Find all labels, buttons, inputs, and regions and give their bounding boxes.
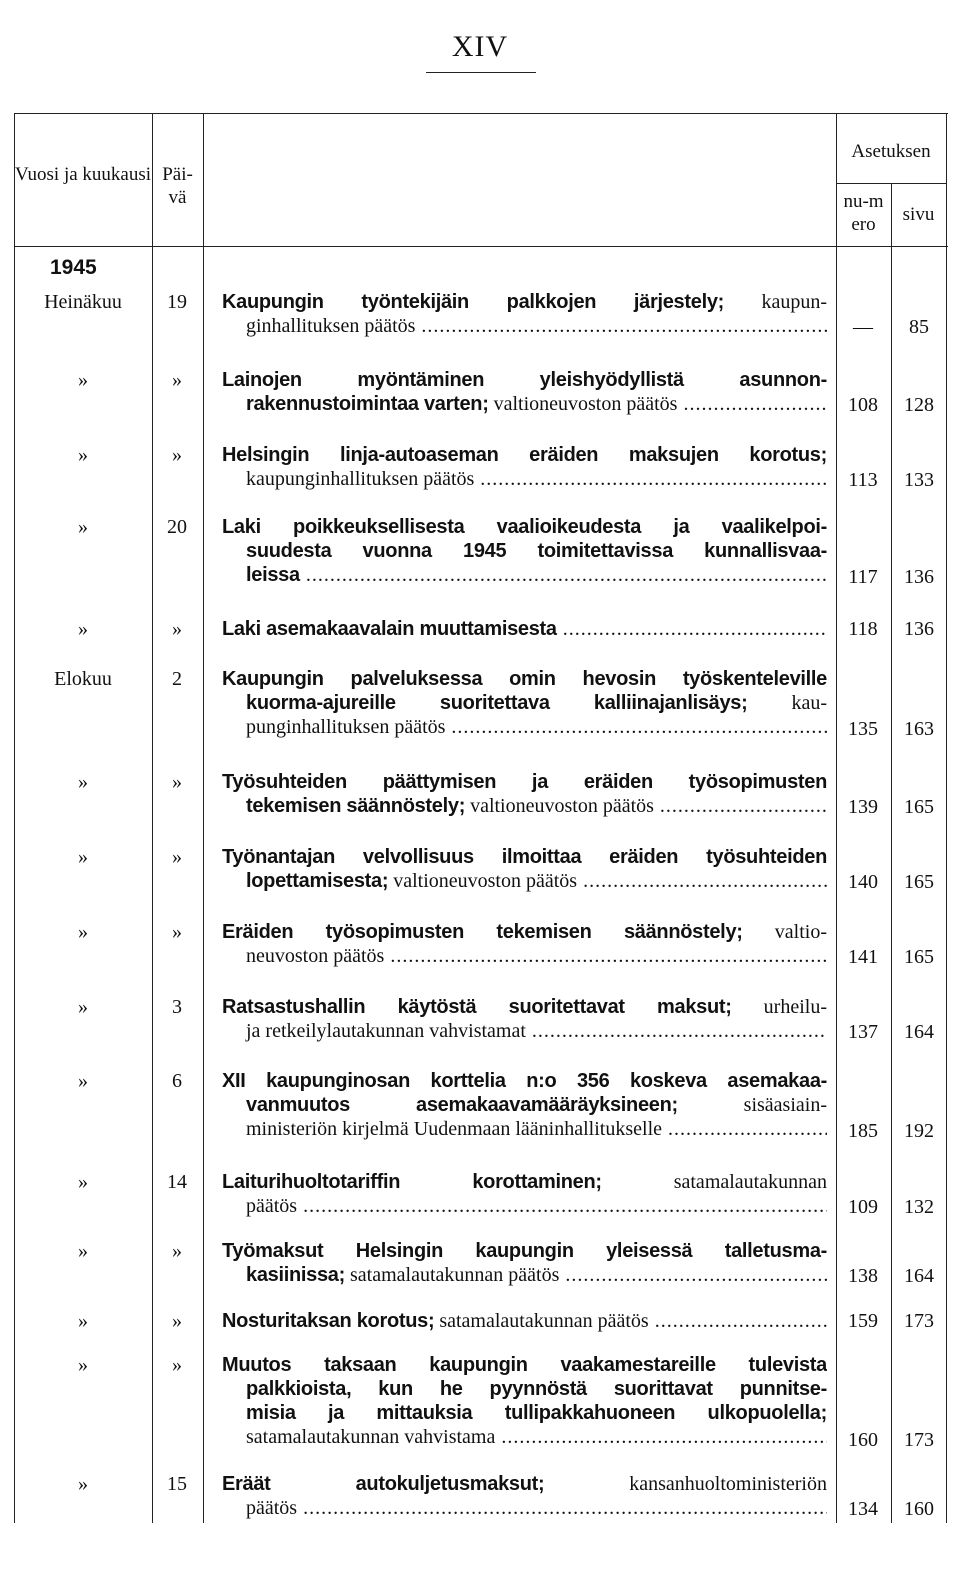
description-line — [222, 617, 827, 641]
row-page-number: 128 — [904, 394, 934, 416]
description-bold-text: Laiturihuoltotariffin korottaminen; — [222, 1171, 602, 1193]
description-line — [222, 314, 827, 338]
row-decree-number: 137 — [848, 1021, 878, 1043]
header-year-month: Vuosi ja kuukausi — [14, 164, 152, 185]
row-page-number: 136 — [904, 618, 934, 640]
row-month: » — [78, 1240, 88, 1262]
description-bold-text: misia ja mittauksia tullipakkahuoneen ulkopuolella; — [246, 1402, 827, 1424]
row-page-number: 163 — [904, 718, 934, 740]
description-bold-text: tekemisen säännöstely; — [246, 795, 466, 817]
row-day: » — [172, 1310, 182, 1332]
row-day: 19 — [167, 291, 187, 313]
description-line — [222, 392, 827, 416]
row-month: » — [78, 996, 88, 1018]
description-regular-text: punginhallituksen päätös — [246, 716, 446, 738]
row-day: » — [172, 444, 182, 466]
year-heading: 1945 — [50, 256, 97, 279]
row-month: » — [78, 846, 88, 868]
page-title: XIV — [451, 30, 509, 63]
row-decree-number: 134 — [848, 1498, 878, 1520]
row-page-number: 136 — [904, 566, 934, 588]
row-decree-number: 135 — [848, 718, 878, 740]
description-line — [222, 1194, 827, 1218]
description-regular-text: päätös — [246, 1195, 298, 1217]
table-top-rule — [14, 113, 948, 114]
row-page-number: 133 — [904, 469, 934, 491]
title-underline — [426, 72, 536, 73]
row-decree-number: 160 — [848, 1429, 878, 1451]
description-line — [222, 845, 827, 869]
description-line — [222, 515, 827, 539]
table-right-rule — [946, 113, 947, 1523]
description-regular-text: ginhallituksen päätös — [246, 315, 416, 337]
row-day: » — [172, 618, 182, 640]
row-decree-number: 139 — [848, 796, 878, 818]
row-description — [222, 1069, 827, 1141]
description-regular-text: satamalautakunnan päätös — [345, 1264, 560, 1286]
description-regular-text: valtioneuvoston päätös — [488, 393, 678, 415]
description-line — [222, 1472, 827, 1496]
row-decree-number: — — [853, 316, 873, 338]
row-description — [222, 920, 827, 968]
description-regular-text: satamalautakunnan vahvistama — [246, 1426, 496, 1448]
row-decree-number: 140 — [848, 871, 878, 893]
row-page-number: 85 — [909, 316, 929, 338]
description-line — [222, 443, 827, 467]
description-line — [222, 539, 827, 563]
column-rule-number — [891, 183, 892, 1523]
row-page-number: 165 — [904, 946, 934, 968]
description-regular-text: neuvoston päätös — [246, 945, 385, 967]
description-bold-text: Laki poikkeuksellisesta vaalioikeudesta ja vaalikelpoi- — [222, 516, 827, 538]
row-page-number: 164 — [904, 1265, 934, 1287]
row-decree-number: 113 — [848, 469, 878, 491]
description-line — [222, 920, 827, 944]
description-bold-text: XII kaupunginosan korttelia n:o 356 koskeva asemakaa- — [222, 1070, 827, 1092]
description-line — [222, 1309, 827, 1333]
row-page-number: 165 — [904, 796, 934, 818]
row-decree-number: 118 — [848, 618, 878, 640]
description-line — [222, 1019, 827, 1043]
description-bold-text: Laki asemakaavalain muuttamisesta — [222, 618, 557, 640]
description-line — [222, 1377, 827, 1401]
row-day: » — [172, 846, 182, 868]
row-decree-number: 141 — [848, 946, 878, 968]
row-day: 3 — [172, 996, 182, 1018]
row-day: » — [172, 1240, 182, 1262]
description-regular-text: ja retkeilylautakunnan vahvistamat — [246, 1020, 526, 1042]
row-description — [222, 667, 827, 739]
description-bold-text: Eräät autokuljetusmaksut; — [222, 1473, 545, 1495]
description-line — [222, 1425, 827, 1449]
row-description — [222, 617, 827, 641]
table-header-rule — [14, 246, 948, 247]
description-line — [222, 770, 827, 794]
description-regular-text: päätös — [246, 1497, 298, 1519]
row-description — [222, 1472, 827, 1520]
row-description — [222, 1353, 827, 1449]
row-description — [222, 290, 827, 338]
row-description — [222, 1309, 827, 1333]
row-description — [222, 368, 827, 416]
description-bold-text: Helsingin linja-autoaseman eräiden maksujen korotus; — [222, 444, 827, 466]
description-regular-text: valtioneuvoston päätös — [388, 870, 578, 892]
row-day: 2 — [172, 668, 182, 690]
description-line — [222, 1496, 827, 1520]
description-line — [222, 1239, 827, 1263]
row-month: » — [78, 921, 88, 943]
row-decree-number: 117 — [848, 566, 878, 588]
header-numero: nu-mero — [843, 191, 884, 235]
row-page-number: 160 — [904, 1498, 934, 1520]
description-regular-text: satamalautakunnan — [601, 1171, 827, 1193]
row-description — [222, 770, 827, 818]
description-bold-text: rakennustoimintaa varten; — [246, 393, 489, 415]
row-page-number: 173 — [904, 1310, 934, 1332]
description-bold-text: Työnantajan velvollisuus ilmoittaa eräiden työsuhteiden — [222, 846, 827, 868]
description-bold-text: suudesta vuonna 1945 toimitettavissa kunnallisvaa- — [246, 540, 827, 562]
description-line — [222, 1263, 827, 1287]
description-bold-text: Ratsastushallin käytöstä suoritettavat maksut; — [222, 996, 732, 1018]
row-page-number: 165 — [904, 871, 934, 893]
row-decree-number: 185 — [848, 1120, 878, 1142]
row-month: » — [78, 516, 88, 538]
description-regular-text: sisäasiain- — [677, 1094, 827, 1116]
asetuksen-subheader-rule — [836, 183, 946, 184]
description-bold-text: vanmuutos asemakaavamääräyksineen; — [246, 1094, 678, 1116]
row-page-number: 132 — [904, 1196, 934, 1218]
description-line — [222, 691, 827, 715]
description-bold-text: Nosturitaksan korotus; — [222, 1310, 435, 1332]
description-bold-text: Muutos taksaan kaupungin vaakamestareille tulevista — [222, 1354, 827, 1376]
description-line — [222, 995, 827, 1019]
header-day: Päi-vä — [162, 164, 193, 208]
description-bold-text: kasiinissa; — [246, 1264, 345, 1286]
row-day: » — [172, 1354, 182, 1376]
description-bold-text: Kaupungin työntekijäin palkkojen järjestely; — [222, 291, 725, 313]
description-regular-text: ministeriön kirjelmä Uudenmaan lääninhallitukselle — [246, 1118, 662, 1140]
row-month: » — [78, 1354, 88, 1376]
description-regular-text: kaupunginhallituksen päätös — [246, 468, 475, 490]
description-regular-text: kau- — [747, 692, 827, 714]
description-line — [222, 563, 827, 587]
row-day: 14 — [167, 1171, 187, 1193]
row-month: » — [78, 444, 88, 466]
row-day: » — [172, 369, 182, 391]
description-regular-text: kansanhuoltoministeriön — [544, 1473, 827, 1495]
row-description — [222, 995, 827, 1043]
row-page-number: 173 — [904, 1429, 934, 1451]
description-line — [222, 368, 827, 392]
row-month: » — [78, 618, 88, 640]
description-bold-text: Työsuhteiden päättymisen ja eräiden työsopimusten — [222, 771, 827, 793]
row-description — [222, 1170, 827, 1218]
description-line — [222, 667, 827, 691]
row-decree-number: 108 — [848, 394, 878, 416]
description-line — [222, 794, 827, 818]
description-line — [222, 1069, 827, 1093]
description-regular-text: valtioneuvoston päätös — [465, 795, 654, 817]
description-line — [222, 1353, 827, 1377]
header-asetuksen: Asetuksen — [851, 141, 931, 162]
row-month: Elokuu — [54, 668, 112, 690]
description-line — [222, 1117, 827, 1141]
row-day: » — [172, 921, 182, 943]
description-regular-text: valtio- — [742, 921, 827, 943]
description-bold-text: palkkioista, kun he pyynnöstä suorittavat punnitse- — [246, 1378, 827, 1400]
description-line — [222, 290, 827, 314]
description-bold-text: lopettamisesta; — [246, 870, 389, 892]
description-bold-text: Kaupungin palveluksessa omin hevosin työskenteleville — [222, 668, 827, 690]
description-bold-text: leissa — [246, 564, 300, 586]
description-line — [222, 1401, 827, 1425]
row-description — [222, 845, 827, 893]
column-rule-day — [203, 113, 204, 1523]
row-day: » — [172, 771, 182, 793]
row-month: » — [78, 1473, 88, 1495]
row-month: Heinäkuu — [44, 291, 122, 313]
description-line — [222, 869, 827, 893]
description-bold-text: Eräiden työsopimusten tekemisen säännöstely; — [222, 921, 743, 943]
description-regular-text: urheilu- — [731, 996, 827, 1018]
header-sivu: sivu — [902, 204, 935, 225]
description-bold-text: Työmaksut Helsingin kaupungin yleisessä talletusma- — [222, 1240, 827, 1262]
description-line — [222, 944, 827, 968]
row-day: 20 — [167, 516, 187, 538]
row-month: » — [78, 1310, 88, 1332]
row-page-number: 164 — [904, 1021, 934, 1043]
description-line — [222, 467, 827, 491]
row-month: » — [78, 1070, 88, 1092]
description-bold-text: kuorma-ajureille suoritettava kalliinajanlisäys; — [246, 692, 748, 714]
row-decree-number: 109 — [848, 1196, 878, 1218]
row-month: » — [78, 369, 88, 391]
row-decree-number: 159 — [848, 1310, 878, 1332]
description-bold-text: Lainojen myöntäminen yleishyödyllistä asunnon- — [222, 369, 827, 391]
row-month: » — [78, 771, 88, 793]
row-description — [222, 515, 827, 587]
description-regular-text: satamalautakunnan päätös — [434, 1310, 649, 1332]
row-page-number: 192 — [904, 1120, 934, 1142]
row-description — [222, 443, 827, 491]
description-regular-text: kaupun- — [724, 291, 827, 313]
description-line — [222, 1170, 827, 1194]
row-day: 15 — [167, 1473, 187, 1495]
row-decree-number: 138 — [848, 1265, 878, 1287]
description-line — [222, 715, 827, 739]
row-month: » — [78, 1171, 88, 1193]
row-day: 6 — [172, 1070, 182, 1092]
description-line — [222, 1093, 827, 1117]
row-description — [222, 1239, 827, 1287]
